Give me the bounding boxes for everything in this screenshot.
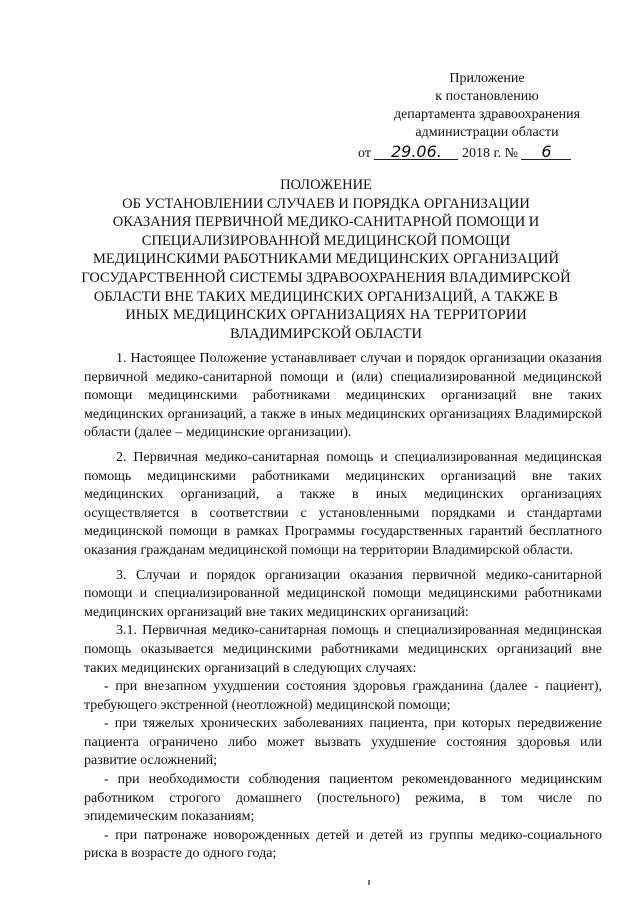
scan-speck (368, 880, 370, 885)
appendix-line: администрации области (415, 125, 559, 140)
date-prefix: от (358, 146, 371, 161)
list-item: - при необходимости соблюдения пациентом рекомендованного медицинским работником строгого домашнего (постельного) режима, в том числе по эпидемическим показаниям; (84, 772, 602, 825)
title-line: ВЛАДИМИРСКОЙ ОБЛАСТИ (230, 325, 422, 342)
title-line: ОКАЗАНИЯ ПЕРВИЧНОЙ МЕДИКО-САНИТАРНОЙ ПОМОЩИ И (112, 214, 540, 231)
paragraph-3: 3. Случаи и порядок организации оказания первичной медико-санитарной помощи и специализированной медицинской помощи медицинскими работниками медицинских организаций вне таких медицинских организаций: (84, 567, 602, 620)
title-line: ИНЫХ МЕДИЦИНСКИХ ОРГАНИЗАЦИЯХ НА ТЕРРИТОРИИ (125, 307, 527, 324)
title-line: ОБЛАСТИ ВНЕ ТАКИХ МЕДИЦИНСКИХ ОРГАНИЗАЦИЙ, А ТАКЖЕ В (93, 288, 559, 305)
paragraph-3-1: 3.1. Первичная медико-санитарная помощь и специализированная медицинская помощь оказывается медицинскими работниками медицинских организаций вне таких медицинских организаций в следующих случаях: (84, 623, 602, 676)
list-item: - при тяжелых хронических заболеваниях пациента, при которых передвижение пациента ограничено либо может вызвать ухудшение состояния здоровья или развитие осложнений; (84, 716, 602, 769)
paragraph-1: 1. Настоящее Положение устанавливает случаи и порядок организации оказания первичной медико-санитарной помощи и (или) специализированной медицинской помощи медицинскими работниками медицинских организаций вне таких медицинских организаций, а также в иных медицинских организациях Владимирской области (далее – медицинские организации). (84, 351, 602, 441)
handwritten-number: 6 (521, 144, 571, 160)
title-line: СПЕЦИАЛИЗИРОВАННОЙ МЕДИЦИНСКОЙ ПОМОЩИ (141, 232, 511, 249)
list-item: - при внезапном ухудшении состояния здоровья гражданина (далее - пациент), требующего экстренной (неотложной) медицинской помощи; (84, 679, 602, 713)
paragraph-2: 2. Первичная медико-санитарная помощь и специализированная медицинская помощь медицинскими работниками медицинских организаций вне таких медицинских организаций, а также в иных медицинских организациях осуществляется в соответствии с установленными порядками и стандартами медицинской помощи в рамках Программы государственных гарантий бесплатного оказания гражданам медицинской помощи на территории Владимирской области. (84, 449, 602, 558)
appendix-block (372, 70, 602, 142)
list-item: - при патронаже новорожденных детей и детей из группы медико-социального риска в возрасте до одного года; (84, 827, 602, 862)
appendix-line: департамента здравоохранения (393, 107, 581, 122)
year-text: 2018 г. № (461, 146, 518, 161)
title-line: ПОЛОЖЕНИЕ (280, 177, 372, 193)
document-date-line (358, 144, 571, 162)
title-line: ГОСУДАРСТВЕННОЙ СИСТЕМЫ ЗДРАВООХРАНЕНИЯ ВЛАДИМИРСКОЙ (81, 269, 571, 286)
title-line: ОБ УСТАНОВЛЕНИИ СЛУЧАЕВ И ПОРЯДКА ОРГАНИЗАЦИИ (122, 195, 530, 212)
handwritten-date: 29.06. (374, 144, 458, 160)
document-body (84, 350, 602, 864)
title-line: МЕДИЦИНСКИМИ РАБОТНИКАМИ МЕДИЦИНСКИХ ОРГАНИЗАЦИЙ (93, 251, 559, 268)
document-title (60, 176, 592, 343)
appendix-line: к постановлению (435, 89, 539, 104)
appendix-line: Приложение (449, 71, 525, 86)
